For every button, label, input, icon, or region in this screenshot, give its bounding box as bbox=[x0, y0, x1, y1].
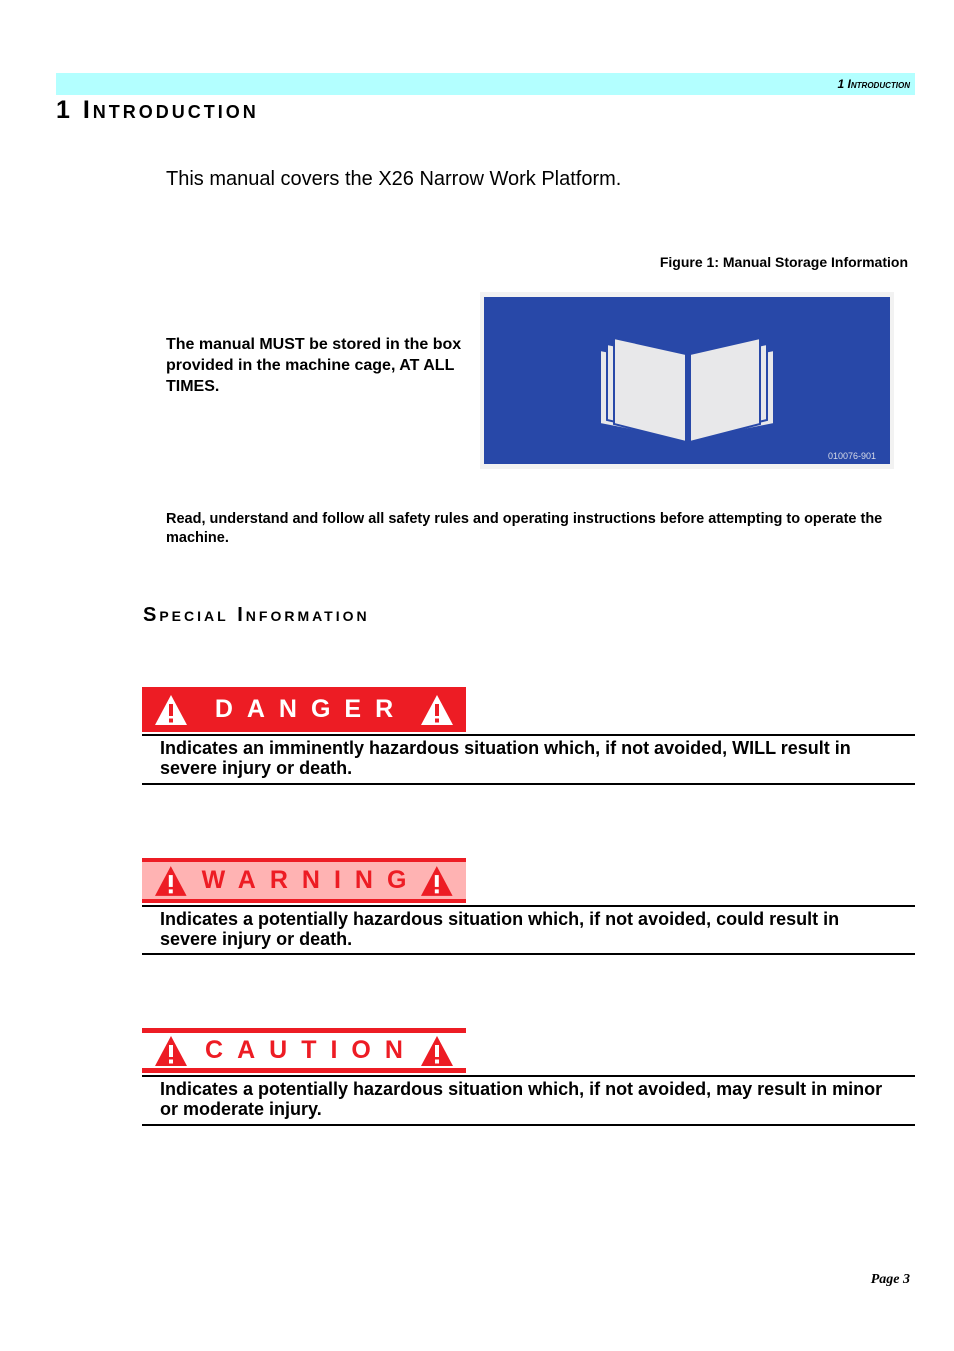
warning-triangle-icon bbox=[154, 865, 188, 897]
chapter-number: 1 bbox=[56, 96, 73, 124]
caution-label bbox=[142, 1028, 466, 1073]
caution-description: Indicates a potentially hazardous situation which, if not avoided, may result in minor or moderate injury. bbox=[160, 1079, 883, 1119]
danger-label bbox=[142, 687, 466, 732]
chapter-name: Introduction bbox=[82, 96, 259, 124]
section-title: Special Information bbox=[143, 604, 370, 626]
chapter-title bbox=[56, 96, 259, 125]
warning-triangle-icon bbox=[420, 694, 454, 726]
intro-paragraph: This manual covers the X26 Narrow Work Platform. bbox=[166, 168, 622, 190]
warning-label bbox=[142, 858, 466, 903]
warning-triangle-icon bbox=[420, 865, 454, 897]
safety-note: Read, understand and follow all safety rules and operating instructions before attempting to operate the machine. bbox=[166, 511, 883, 546]
header-chapter-number: 1 bbox=[837, 77, 845, 91]
warning-triangle-icon bbox=[420, 1035, 454, 1067]
warning-signal-word: WARNING bbox=[201, 866, 421, 894]
header-chapter-name: Introduction bbox=[847, 77, 910, 91]
decal-code: 010076-901 bbox=[827, 451, 877, 461]
danger-description: Indicates an imminently hazardous situation which, if not avoided, WILL result in severe injury or death. bbox=[160, 738, 851, 778]
storage-note: The manual MUST be stored in the box provided in the machine cage, AT ALL TIMES. bbox=[166, 336, 462, 395]
running-header bbox=[838, 73, 910, 95]
figure-caption: Figure 1: Manual Storage Information bbox=[659, 254, 908, 270]
warning-description: Indicates a potentially hazardous situation which, if not avoided, could result in severe injury or death. bbox=[160, 909, 840, 949]
warning-triangle-icon bbox=[154, 694, 188, 726]
danger-description-box bbox=[142, 734, 915, 785]
warning-triangle-icon bbox=[154, 1035, 188, 1067]
open-book-icon bbox=[600, 338, 774, 442]
page-number: Page 3 bbox=[870, 1272, 910, 1287]
caution-signal-word: CAUTION bbox=[205, 1036, 417, 1064]
running-header-bar bbox=[56, 73, 915, 95]
manual-storage-decal-image bbox=[480, 292, 894, 469]
warning-description-box bbox=[142, 905, 915, 955]
caution-description-box bbox=[142, 1075, 915, 1126]
danger-signal-word: DANGER bbox=[214, 695, 408, 723]
